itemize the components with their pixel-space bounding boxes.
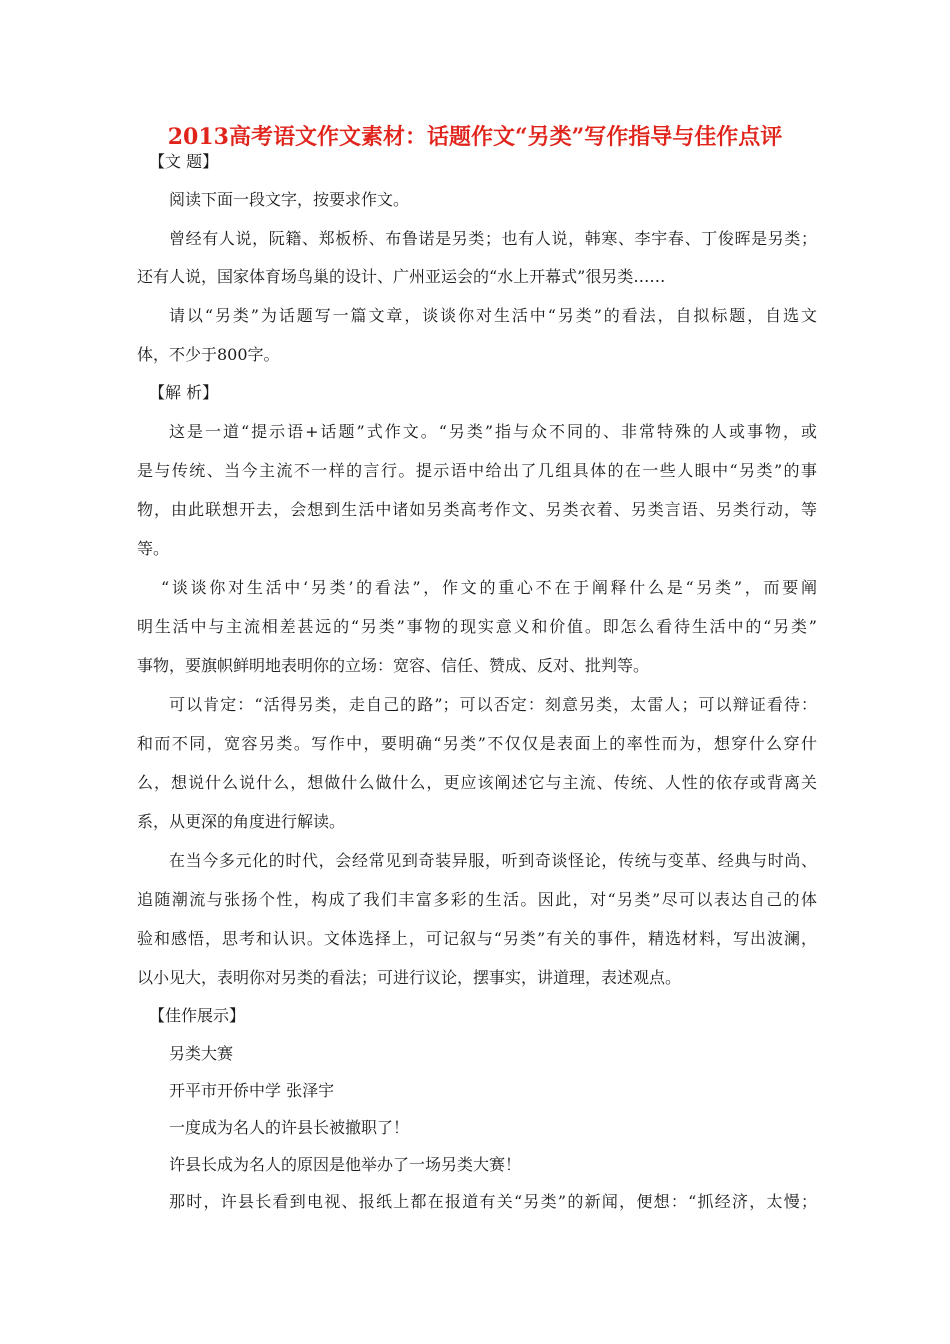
essay-author: 开平市开侨中学 张泽宇 bbox=[169, 1081, 335, 1100]
paragraph-line: 那时，许县长看到电视、报纸上都在报道有关“另类”的新闻，便想：“抓经济，太慢； bbox=[169, 1192, 817, 1211]
paragraph-line: 在当今多元化的时代，会经常见到奇装异服，听到奇谈怪论，传统与变革、经典与时尚、 bbox=[169, 851, 817, 870]
paragraph-line: 请以“另类”为话题写一篇文章，谈谈你对生活中“另类”的看法，自拟标题，自选文 bbox=[169, 306, 817, 325]
paragraph-line: 阅读下面一段文字，按要求作文。 bbox=[169, 190, 410, 209]
paragraph-line: 明生活中与主流相差甚远的“另类”事物的现实意义和价值。即怎么看待生活中的“另类” bbox=[137, 617, 817, 636]
document-title: 2013高考语文作文素材：话题作文“另类”写作指导与佳作点评 bbox=[167, 124, 783, 150]
paragraph-line: 追随潮流与张扬个性，构成了我们丰富多彩的生活。因此，对“另类”尽可以表达自己的体 bbox=[137, 890, 817, 909]
paragraph-line: 物，由此联想开去，会想到生活中诸如另类高考作文、另类衣着、另类言语、另类行动，等 bbox=[137, 500, 817, 519]
paragraph-line: 一度成为名人的许县长被撤职了！ bbox=[169, 1118, 410, 1137]
paragraph-line: 曾经有人说，阮籍、郑板桥、布鲁诺是另类；也有人说，韩寒、李宇春、丁俊晖是另类； bbox=[169, 229, 817, 248]
section-heading-topic: 【文 题】 bbox=[149, 152, 219, 171]
paragraph-line: 等。 bbox=[137, 539, 170, 558]
paragraph-line: 验和感悟，思考和认识。文体选择上，可记叙与“另类”有关的事件，精选材料，写出波澜， bbox=[137, 929, 817, 948]
paragraph-line: 以小见大，表明你对另类的看法；可进行议论，摆事实，讲道理，表述观点。 bbox=[137, 968, 682, 987]
paragraph-line: 可以肯定：“活得另类，走自己的路”；可以否定：刻意另类，太雷人；可以辩证看待： bbox=[169, 695, 817, 714]
paragraph-line: 许县长成为名人的原因是他举办了一场另类大赛！ bbox=[169, 1155, 522, 1174]
paragraph-line: “谈谈你对生活中‘另类’的看法”，作文的重心不在于阐释什么是“另类”，而要阐 bbox=[161, 578, 817, 597]
paragraph-line: 么，想说什么说什么，想做什么做什么，更应该阐述它与主流、传统、人性的依存或背离关 bbox=[137, 773, 817, 792]
section-heading-showcase: 【佳作展示】 bbox=[149, 1006, 246, 1025]
paragraph-line: 还有人说，国家体育场鸟巢的设计、广州亚运会的“水上开幕式”很另类…… bbox=[137, 267, 666, 286]
paragraph-line: 体，不少于800字。 bbox=[137, 345, 280, 364]
paragraph-line: 这是一道“提示语+话题”式作文。“另类”指与众不同的、非常特殊的人或事物，或 bbox=[169, 422, 817, 441]
paragraph-line: 是与传统、当今主流不一样的言行。提示语中给出了几组具体的在一些人眼中“另类”的事 bbox=[137, 461, 817, 480]
paragraph-line: 系，从更深的角度进行解读。 bbox=[137, 812, 346, 831]
paragraph-line: 和而不同，宽容另类。写作中，要明确“另类”不仅仅是表面上的率性而为，想穿什么穿什 bbox=[137, 734, 817, 753]
document-body bbox=[137, 152, 817, 1212]
section-heading-analysis: 【解 析】 bbox=[149, 383, 219, 402]
paragraph-line: 事物，要旗帜鲜明地表明你的立场：宽容、信任、赞成、反对、批判等。 bbox=[137, 656, 650, 675]
essay-title: 另类大赛 bbox=[169, 1044, 234, 1063]
